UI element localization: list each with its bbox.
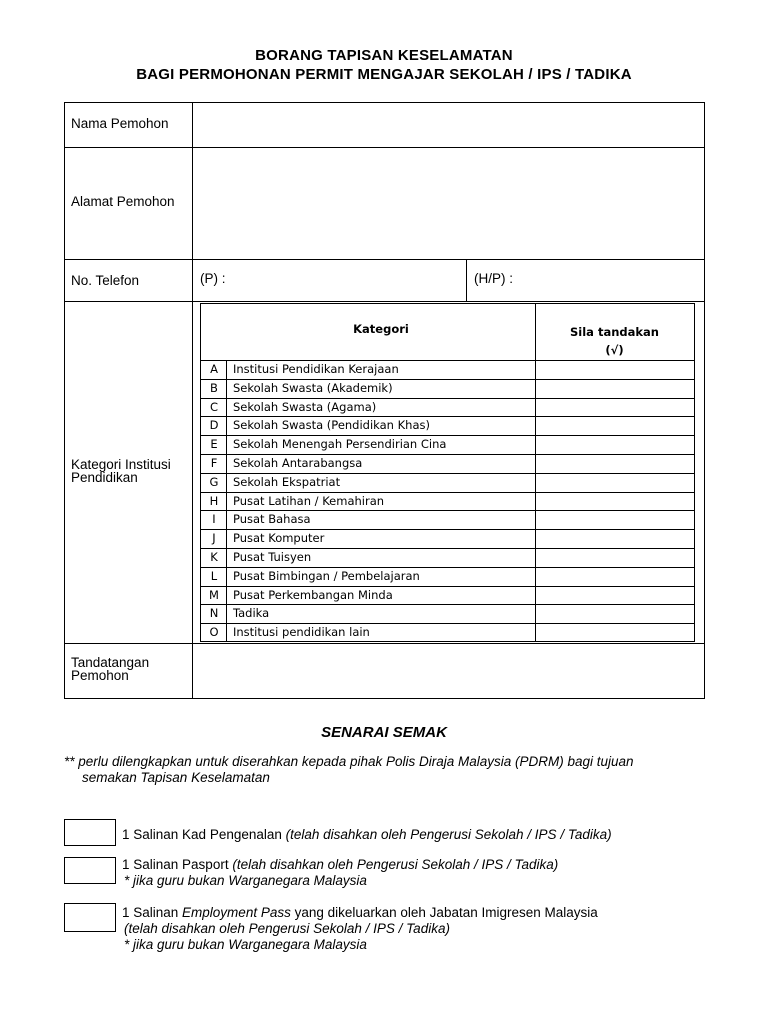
- kategori-header: Kategori: [353, 322, 409, 336]
- kategori-name: Pusat Tuisyen: [233, 550, 312, 564]
- item-kad-pengenalan: [122, 827, 612, 843]
- kategori-row: [201, 567, 694, 586]
- item1-main: 1 Salinan Kad Pengenalan: [122, 827, 286, 842]
- table-divider: [466, 259, 467, 301]
- kategori-tick-cell[interactable]: [536, 511, 694, 529]
- item-pasport: [122, 857, 558, 889]
- sila-tandakan-line1: Sila tandakan: [570, 325, 659, 339]
- item2-italic: (telah disahkan oleh Pengerusi Sekolah / IPS / Tadika): [232, 857, 559, 872]
- kategori-row: [201, 454, 694, 473]
- telefon-hp-field[interactable]: (H/P) :: [474, 271, 513, 286]
- kategori-code: G: [209, 474, 219, 489]
- kategori-name: Sekolah Swasta (Agama): [233, 399, 377, 414]
- kategori-row: [201, 623, 694, 642]
- alamat-pemohon-field[interactable]: [193, 148, 704, 259]
- item-employment-pass: [122, 905, 598, 953]
- tandatangan-label-line1: Tandatangan: [71, 655, 150, 670]
- tandatangan-field[interactable]: [193, 644, 704, 698]
- kategori-row: [201, 492, 694, 511]
- kategori-code: A: [210, 362, 218, 376]
- kategori-label-line2: Pendidikan: [71, 470, 138, 485]
- kategori-name: Sekolah Swasta (Pendidikan Khas): [233, 418, 430, 433]
- item1-italic: (telah disahkan oleh Pengerusi Sekolah / IPS / Tadika): [285, 827, 612, 842]
- item3-italic: Employment Pass: [182, 905, 291, 920]
- kategori-row: [201, 473, 694, 492]
- item3-sub1: (telah disahkan oleh Pengerusi Sekolah / IPS / Tadika): [124, 921, 450, 936]
- kategori-row: [201, 435, 694, 454]
- kategori-name: Sekolah Swasta (Akademik): [233, 380, 393, 395]
- kategori-row: [201, 604, 694, 623]
- kategori-tick-cell[interactable]: [536, 493, 694, 511]
- kategori-tick-cell[interactable]: [536, 530, 694, 548]
- kategori-tick-cell[interactable]: [536, 399, 694, 417]
- no-telefon-label: No. Telefon: [71, 273, 140, 288]
- kategori-row: [201, 529, 694, 548]
- kategori-code: D: [209, 418, 219, 433]
- kategori-row: [201, 548, 694, 567]
- kategori-label-line1: Kategori Institusi: [71, 457, 171, 472]
- kategori-code: J: [212, 531, 216, 546]
- kategori-name: Pusat Komputer: [233, 531, 325, 546]
- sila-tandakan-line2: (√): [605, 343, 624, 357]
- kategori-row: [201, 360, 694, 379]
- item2-sub: * jika guru bukan Warganegara Malaysia: [124, 873, 367, 888]
- kategori-row: [201, 510, 694, 529]
- telefon-p-field[interactable]: (P) :: [200, 271, 226, 286]
- tandatangan-label-line2: Pemohon: [71, 668, 129, 683]
- checkbox-kad-pengenalan[interactable]: [64, 819, 116, 846]
- kategori-table: [200, 303, 695, 642]
- item3-rest: yang dikeluarkan oleh Jabatan Imigresen Malaysia: [290, 905, 598, 920]
- kategori-code: F: [210, 456, 218, 470]
- kategori-code: N: [209, 606, 219, 621]
- kategori-tick-cell[interactable]: [536, 605, 694, 623]
- kategori-tick-cell[interactable]: [536, 568, 694, 586]
- kategori-tick-cell[interactable]: [536, 549, 694, 567]
- kategori-name: Institusi Pendidikan Kerajaan: [233, 362, 399, 376]
- kategori-tick-cell[interactable]: [536, 436, 694, 454]
- table-divider: [64, 301, 705, 302]
- senarai-note: [64, 754, 634, 786]
- kategori-name: Pusat Latihan / Kemahiran: [233, 493, 385, 508]
- kategori-code: H: [209, 493, 219, 508]
- kategori-name: Pusat Bahasa: [233, 512, 311, 527]
- kategori-name: Tadika: [233, 606, 270, 621]
- nama-pemohon-field[interactable]: [193, 103, 704, 147]
- nama-pemohon-label: Nama Pemohon: [71, 116, 169, 131]
- kategori-tick-cell[interactable]: [536, 361, 694, 379]
- kategori-tick-cell[interactable]: [536, 417, 694, 435]
- item3-sub2: * jika guru bukan Warganegara Malaysia: [124, 937, 367, 952]
- kategori-code: E: [210, 437, 218, 452]
- kategori-code: M: [209, 587, 219, 602]
- kategori-row: [201, 398, 694, 417]
- kategori-code: C: [209, 399, 219, 414]
- kategori-institusi-label: [71, 458, 171, 484]
- item2-main: 1 Salinan Pasport: [122, 857, 233, 872]
- item3-main: 1 Salinan: [122, 905, 183, 920]
- kategori-name: Pusat Bimbingan / Pembelajaran: [233, 568, 420, 583]
- table-divider: [64, 259, 705, 260]
- senarai-semak-title: SENARAI SEMAK: [321, 724, 447, 741]
- kategori-name: Pusat Perkembangan Minda: [233, 587, 393, 602]
- alamat-pemohon-label: Alamat Pemohon: [71, 194, 175, 209]
- kategori-row: [201, 416, 694, 435]
- kategori-tick-cell[interactable]: [536, 474, 694, 492]
- kategori-row: [201, 586, 694, 605]
- form-title: BORANG TAPISAN KESELAMATAN: [255, 47, 513, 64]
- kategori-name: Institusi pendidikan lain: [233, 625, 370, 640]
- kategori-code: O: [209, 625, 219, 640]
- sila-tandakan-header: [535, 323, 694, 359]
- note-line1: ** perlu dilengkapkan untuk diserahkan kepada pihak Polis Diraja Malaysia (PDRM) bagi tujuan: [64, 754, 634, 769]
- note-line2: semakan Tapisan Keselamatan: [82, 770, 270, 785]
- kategori-tick-cell[interactable]: [536, 624, 694, 642]
- form-subtitle: BAGI PERMOHONAN PERMIT MENGAJAR SEKOLAH / IPS / TADIKA: [136, 66, 632, 83]
- tandatangan-label: [71, 656, 149, 682]
- kategori-code: K: [210, 550, 218, 564]
- kategori-name: Sekolah Menengah Persendirian Cina: [233, 437, 447, 452]
- kategori-code: I: [212, 512, 216, 527]
- checkbox-pasport[interactable]: [64, 857, 116, 884]
- checkbox-employment-pass[interactable]: [64, 903, 116, 932]
- kategori-code: B: [210, 380, 218, 395]
- kategori-tick-cell[interactable]: [536, 587, 694, 605]
- kategori-name: Sekolah Ekspatriat: [233, 474, 341, 489]
- kategori-row: [201, 379, 694, 398]
- kategori-tick-cell[interactable]: [536, 455, 694, 473]
- kategori-code: L: [210, 568, 218, 583]
- kategori-name: Sekolah Antarabangsa: [233, 456, 363, 470]
- kategori-tick-cell[interactable]: [536, 380, 694, 398]
